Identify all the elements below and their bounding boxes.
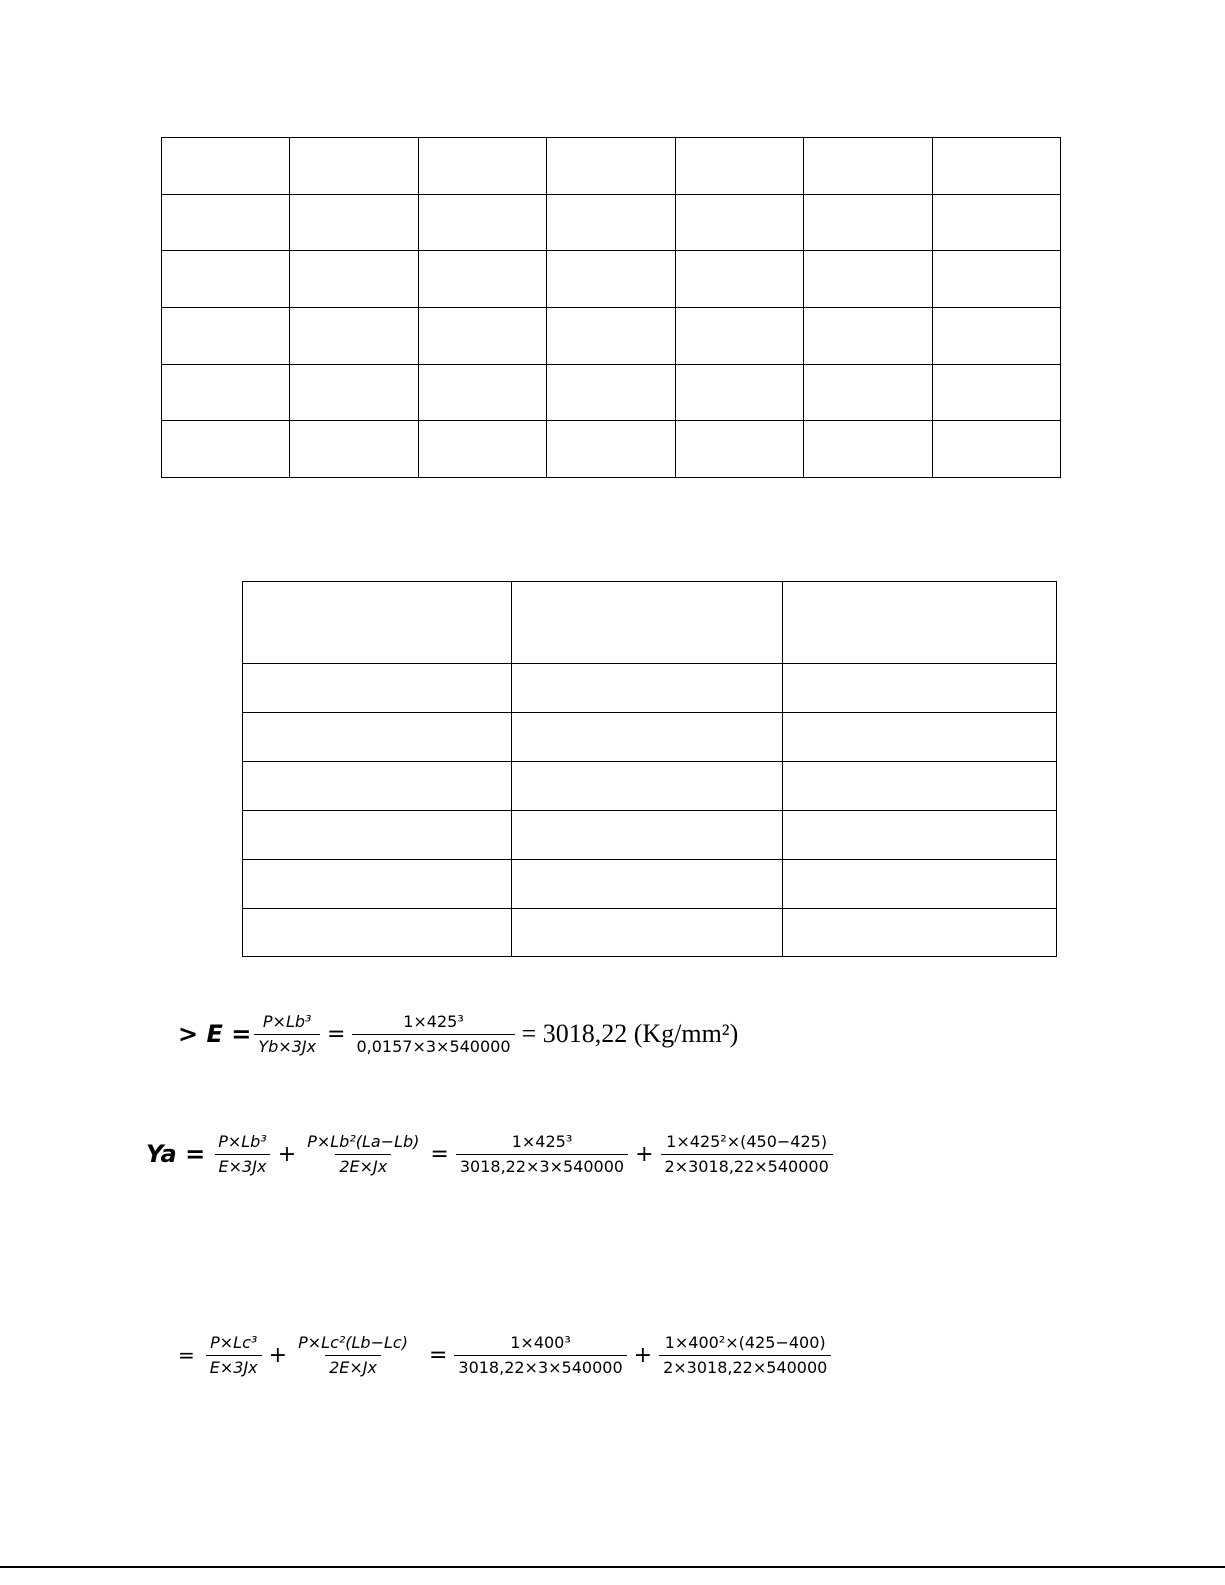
table-row	[162, 194, 1061, 251]
equation-modulus-e	[178, 1004, 738, 1064]
table-cell	[418, 364, 546, 421]
fraction-numerator: 1×425³	[403, 1011, 464, 1031]
table-cell	[243, 762, 512, 811]
table-cell	[547, 421, 675, 478]
table-cell	[243, 811, 512, 860]
table-cell	[290, 138, 418, 195]
table-cell	[418, 307, 546, 364]
fraction-value-2	[659, 1333, 831, 1378]
table-cell	[162, 194, 290, 251]
table-cell	[783, 909, 1057, 957]
table-row	[162, 251, 1061, 308]
equals-sign: =	[178, 1343, 195, 1367]
fraction-denominator: 0,0157×3×540000	[352, 1034, 514, 1057]
table-cell	[675, 138, 803, 195]
table-cell	[290, 364, 418, 421]
plus-sign: +	[635, 1141, 654, 1167]
table-cell	[932, 138, 1060, 195]
table-cell	[547, 251, 675, 308]
fraction-term-1	[214, 1132, 271, 1177]
table-cell	[512, 909, 783, 957]
fraction-denominator: 2E×Jx	[335, 1154, 391, 1177]
table-cell	[512, 713, 783, 762]
equation-deflection-ya	[146, 1124, 836, 1184]
table-cell	[547, 138, 675, 195]
equals-sign: =	[430, 1141, 449, 1167]
table-row	[162, 421, 1061, 478]
table-cell	[675, 251, 803, 308]
table-cell	[783, 811, 1057, 860]
table-row	[243, 713, 1057, 762]
table-row	[243, 909, 1057, 957]
page-bottom-rule	[0, 1566, 1225, 1568]
table-cell	[418, 251, 546, 308]
table-cell	[932, 421, 1060, 478]
table-cell	[512, 762, 783, 811]
fraction-numeric	[352, 1012, 514, 1057]
table-cell	[675, 421, 803, 478]
table-cell	[932, 194, 1060, 251]
table-cell	[243, 713, 512, 762]
table-cell	[932, 251, 1060, 308]
table-cell	[512, 582, 783, 664]
table-cell	[547, 364, 675, 421]
fraction-numerator: P×Lb³	[262, 1011, 312, 1031]
table-cell	[162, 138, 290, 195]
fraction-numerator: P×Lc³	[210, 1332, 258, 1352]
table-cell	[418, 421, 546, 478]
table-row	[162, 138, 1061, 195]
table-cell	[783, 762, 1057, 811]
fraction-numerator: 1×400³	[510, 1332, 571, 1352]
table-row	[243, 762, 1057, 811]
table-cell	[804, 421, 932, 478]
table-cell	[675, 194, 803, 251]
fraction-value-2	[661, 1132, 833, 1177]
fraction-numerator: 1×400²×(425−400)	[664, 1332, 826, 1352]
table-cell	[290, 421, 418, 478]
table-row	[243, 811, 1057, 860]
fraction-denominator: 2E×Jx	[325, 1355, 381, 1378]
table-cell	[783, 664, 1057, 713]
fraction-term-2	[294, 1333, 412, 1378]
plus-sign: +	[277, 1141, 297, 1167]
table-cell	[804, 194, 932, 251]
table-cell	[804, 307, 932, 364]
table-cell	[290, 194, 418, 251]
fraction-numerator: P×Lc²(Lb−Lc)	[298, 1332, 408, 1352]
plus-sign: +	[268, 1342, 288, 1368]
table-row	[243, 860, 1057, 909]
table-cell	[243, 860, 512, 909]
table-cell	[932, 364, 1060, 421]
table-cell	[804, 364, 932, 421]
table-cell	[783, 713, 1057, 762]
fraction-denominator: Yb×3Jx	[254, 1034, 320, 1057]
equation-deflection-yb	[174, 1325, 834, 1385]
table-cell	[162, 307, 290, 364]
table-cell	[418, 194, 546, 251]
table-cell	[675, 307, 803, 364]
fraction-numerator: 1×425²×(450−425)	[666, 1131, 828, 1151]
table-cell	[804, 138, 932, 195]
table-cell	[162, 364, 290, 421]
table-cell	[512, 664, 783, 713]
table-cell	[290, 307, 418, 364]
table-cell	[675, 364, 803, 421]
fraction-term-1	[206, 1333, 262, 1378]
table-cell	[162, 251, 290, 308]
data-table-1	[161, 137, 1061, 478]
fraction-denominator: E×3Jx	[215, 1154, 271, 1177]
equation-lhs: Ya =	[146, 1140, 206, 1168]
table-cell	[418, 138, 546, 195]
equation-lhs: > E =	[178, 1020, 252, 1048]
table-row	[243, 664, 1057, 713]
plus-sign: +	[633, 1342, 653, 1368]
table-cell	[932, 307, 1060, 364]
equation-result: = 3018,22 (Kg/mm²)	[521, 1019, 739, 1048]
fraction-term-2	[303, 1132, 423, 1177]
table-cell	[547, 194, 675, 251]
fraction-numerator: 1×425³	[511, 1131, 573, 1151]
table-cell	[290, 251, 418, 308]
table-cell	[547, 307, 675, 364]
fraction-denominator: 2×3018,22×540000	[661, 1154, 833, 1177]
table-cell	[512, 860, 783, 909]
fraction-numerator: P×Lb²(La−Lb)	[307, 1131, 420, 1151]
fraction-value-1	[456, 1132, 628, 1177]
data-table-2	[242, 581, 1057, 957]
fraction-symbolic	[254, 1012, 320, 1057]
equals-sign: =	[327, 1021, 346, 1047]
table-cell	[243, 664, 512, 713]
equals-sign: =	[428, 1342, 448, 1368]
fraction-denominator: 3018,22×3×540000	[454, 1355, 626, 1378]
table-cell	[243, 909, 512, 957]
fraction-numerator: P×Lb³	[218, 1131, 267, 1151]
table-cell	[162, 421, 290, 478]
table-row	[162, 307, 1061, 364]
fraction-value-1	[454, 1333, 626, 1378]
table-header-row	[243, 582, 1057, 664]
fraction-denominator: 3018,22×3×540000	[456, 1154, 628, 1177]
table-cell	[804, 251, 932, 308]
table-row	[162, 364, 1061, 421]
fraction-denominator: E×3Jx	[206, 1355, 262, 1378]
table-cell	[512, 811, 783, 860]
fraction-denominator: 2×3018,22×540000	[659, 1355, 831, 1378]
table-cell	[243, 582, 512, 664]
table-cell	[783, 582, 1057, 664]
table-cell	[783, 860, 1057, 909]
